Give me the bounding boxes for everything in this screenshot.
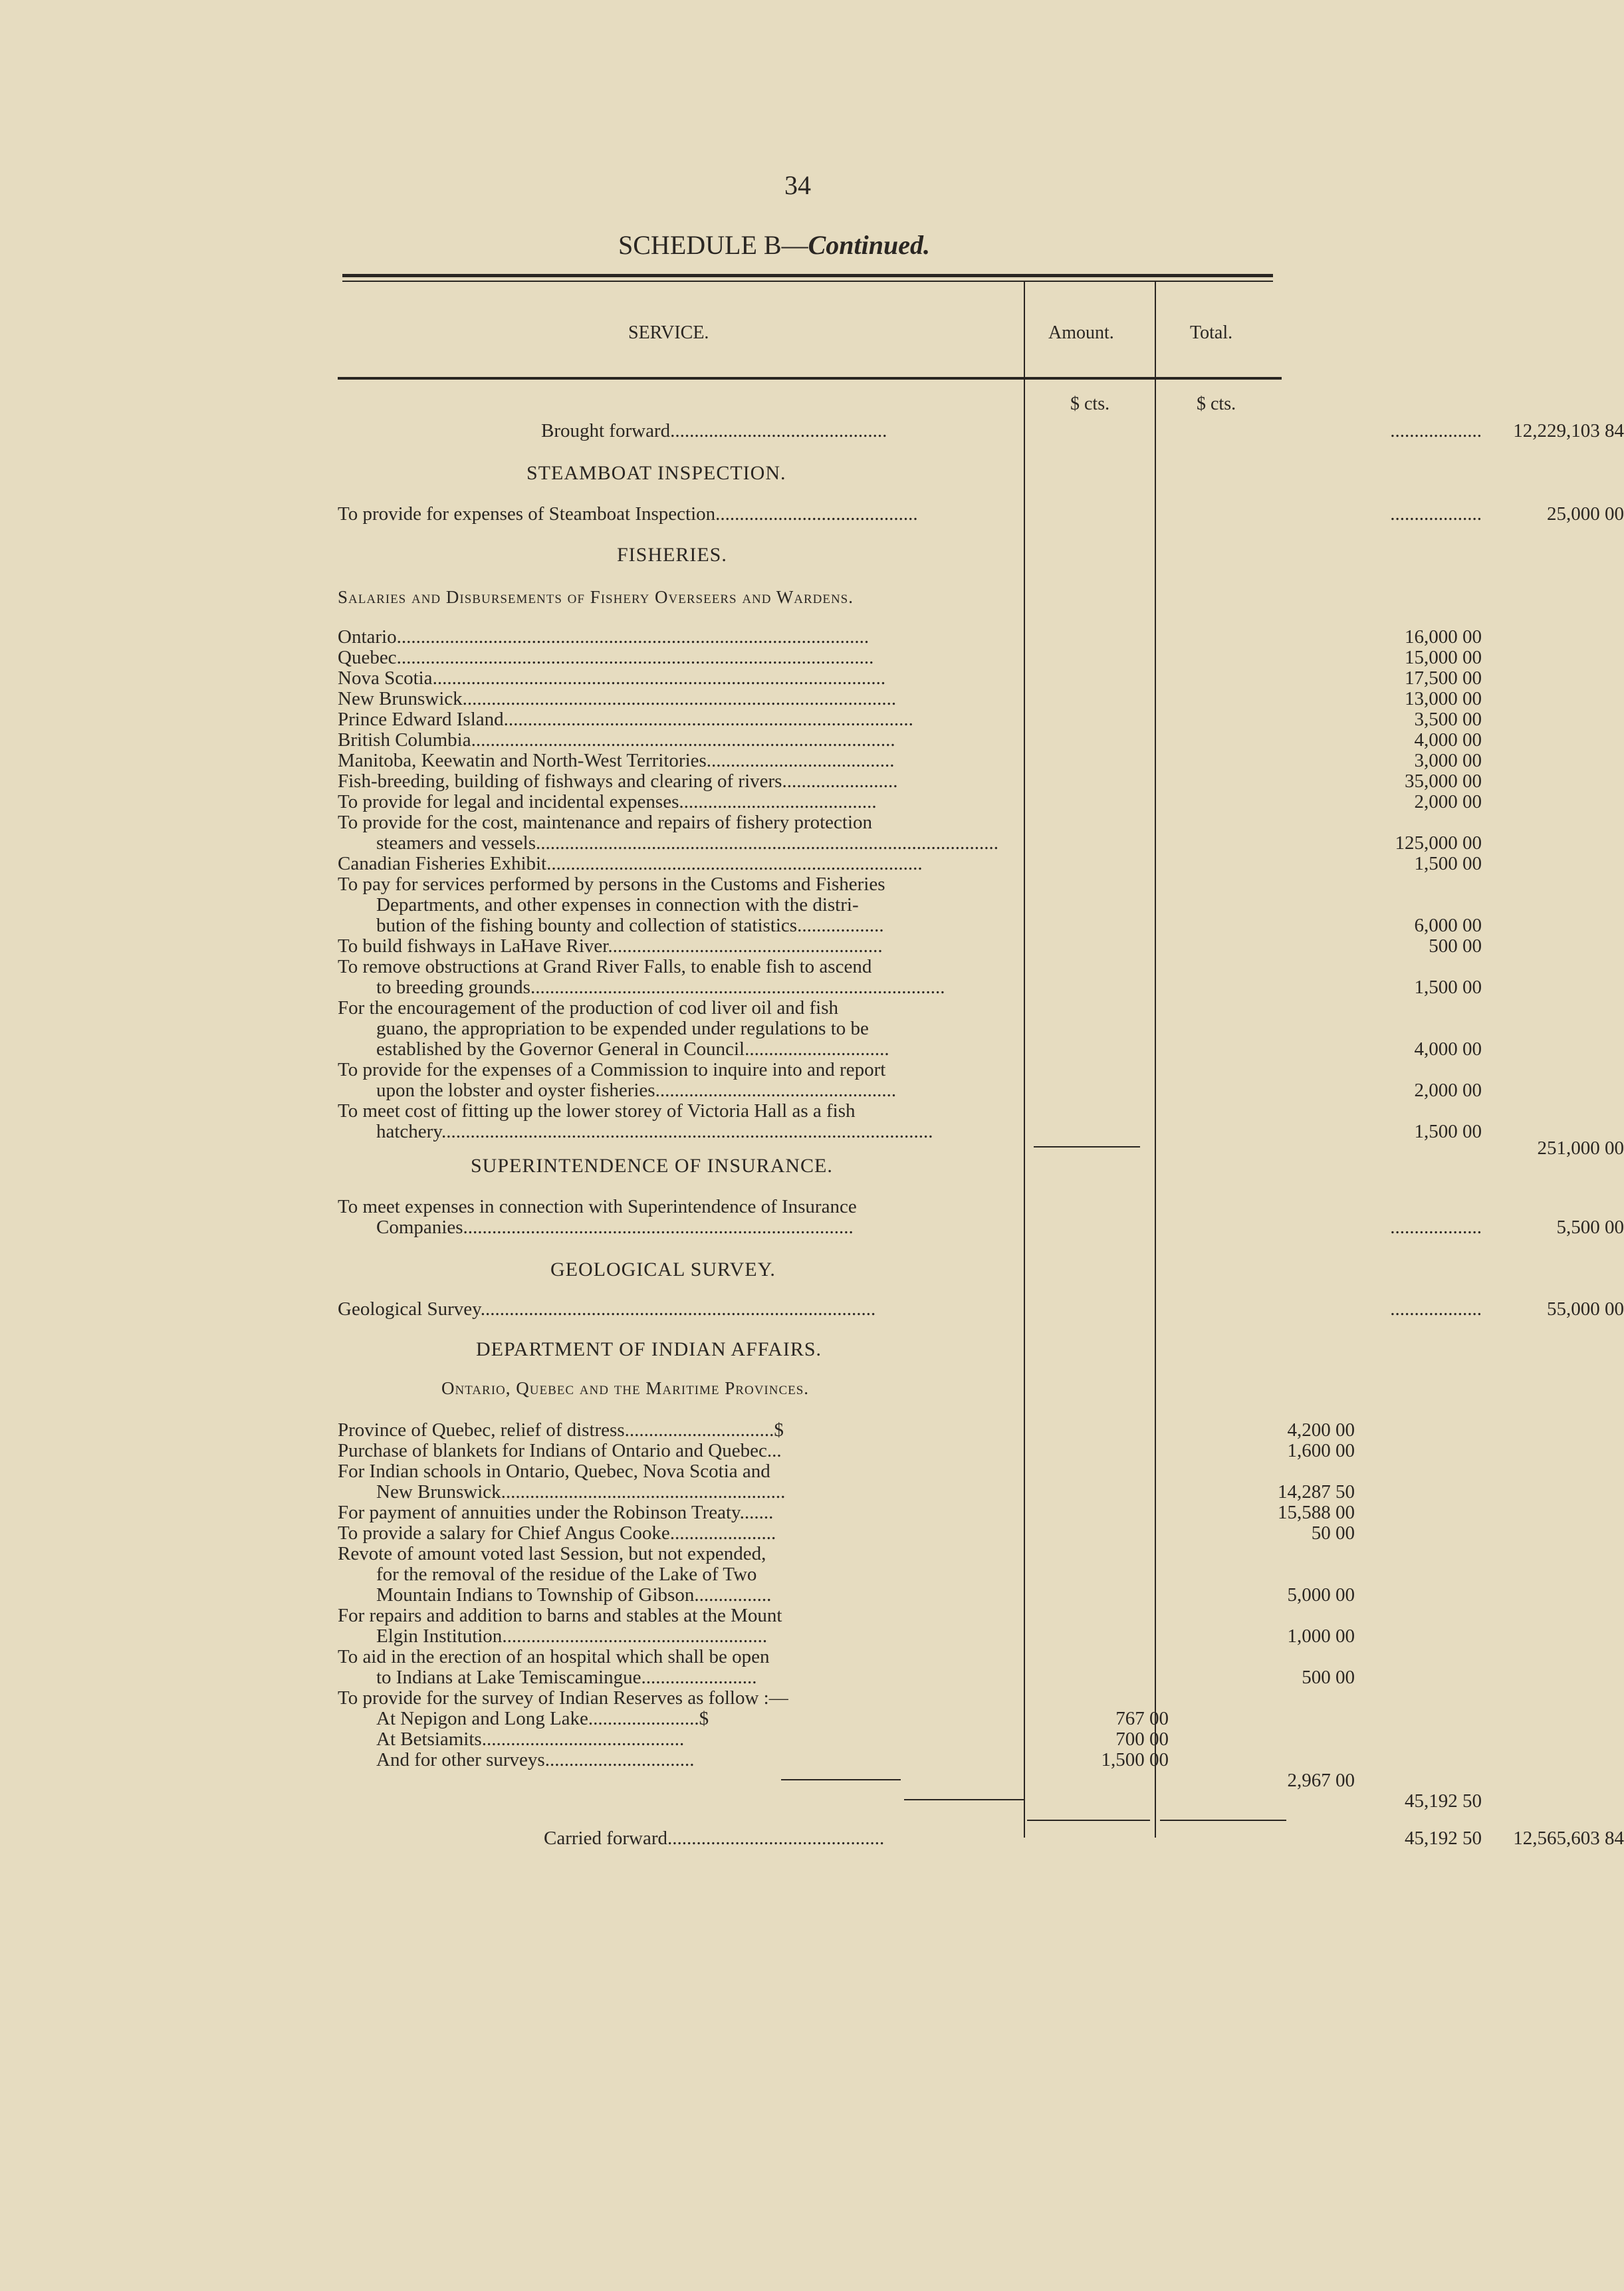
fisheries-label: British Columbia	[338, 729, 471, 751]
fisheries-label: To provide for legal and incidental expenses	[338, 791, 679, 812]
fisheries-sum-rule	[1034, 1146, 1140, 1147]
survey-label: To provide for the survey of Indian Reserves as follow :—	[338, 1687, 788, 1709]
fisheries-label: Quebec	[338, 647, 397, 668]
fisheries-label: to breeding grounds	[376, 977, 530, 998]
col-header-service: SERVICE.	[628, 322, 709, 343]
fisheries-label: To pay for services performed by persons in the Customs and Fisheries	[338, 874, 885, 895]
indian-label: To aid in the erection of an hospital which shall be open	[338, 1646, 770, 1667]
brought-forward-dots: ...................	[1390, 420, 1482, 441]
fisheries-subheading: Salaries and Disbursements of Fishery Overseers and Wardens.	[338, 587, 854, 607]
page-number: 34	[784, 170, 811, 200]
fisheries-amount: 1,500 00	[1414, 977, 1482, 998]
indian-label: Province of Quebec, relief of distress	[338, 1419, 625, 1441]
indian-label: For Indian schools in Ontario, Quebec, Nova Scotia and	[338, 1461, 770, 1482]
indian-inner-amount: 15,588 00	[1278, 1502, 1355, 1523]
header-rule	[338, 377, 1282, 380]
insurance-heading: SUPERINTENDENCE OF INSURANCE.	[471, 1155, 833, 1177]
brought-forward-label: Brought forward	[541, 420, 671, 441]
indian-label: to Indians at Lake Temiscamingue	[376, 1667, 641, 1688]
fisheries-amount: 15,000 00	[1405, 647, 1482, 668]
indian-inner-amount: 4,200 00	[1287, 1419, 1355, 1441]
insurance-label: To meet expenses in connection with Superintendence of Insurance	[338, 1196, 857, 1217]
survey-item-label: At Nepigon and Long Lake	[376, 1708, 588, 1729]
fisheries-amount: 1,500 00	[1414, 1121, 1482, 1142]
fisheries-amount: 125,000 00	[1395, 832, 1482, 854]
total-units: $ cts.	[1197, 394, 1236, 414]
top-rule-thin	[342, 281, 1273, 282]
fisheries-amount: 4,000 00	[1414, 1038, 1482, 1060]
fisheries-label: To remove obstructions at Grand River Falls, to enable fish to ascend	[338, 956, 872, 977]
indian-label: For payment of annuities under the Robinson Treaty	[338, 1502, 740, 1523]
indian-amount-total: 45,192 50	[1405, 1790, 1482, 1812]
fisheries-label: To build fishways in LaHave River	[338, 935, 608, 957]
col-header-amount: Amount.	[1048, 322, 1114, 343]
fisheries-amount: 500 00	[1429, 935, 1482, 957]
indian-inner-amount: 1,600 00	[1287, 1440, 1355, 1461]
carried-forward-amount: 45,192 50	[1405, 1828, 1482, 1849]
fisheries-amount: 17,500 00	[1405, 667, 1482, 689]
fisheries-amount: 3,000 00	[1414, 750, 1482, 771]
amount-units: $ cts.	[1070, 394, 1110, 414]
fisheries-amount: 16,000 00	[1405, 626, 1482, 648]
fisheries-amount: 6,000 00	[1414, 915, 1482, 936]
fisheries-label: Nova Scotia	[338, 667, 433, 689]
fisheries-label: To provide for the expenses of a Commission to inquire into and report	[338, 1059, 886, 1080]
insurance-total: 5,500 00	[1556, 1217, 1624, 1238]
fisheries-label: Departments, and other expenses in connection with the distri-	[376, 894, 859, 915]
fisheries-label: guano, the appropriation to be expended under regulations to be	[376, 1018, 869, 1039]
fisheries-label: New Brunswick	[338, 688, 463, 709]
survey-item-value: 767 00	[1115, 1708, 1169, 1729]
survey-item-value: 700 00	[1115, 1729, 1169, 1750]
survey-sum-rule	[781, 1779, 901, 1780]
col-header-total: Total.	[1190, 322, 1233, 343]
indian-inner-amount: 50 00	[1311, 1522, 1355, 1544]
fisheries-label: To meet cost of fitting up the lower storey of Victoria Hall as a fish	[338, 1100, 856, 1122]
indian-sum-rule	[904, 1799, 1024, 1800]
steamboat-heading: STEAMBOAT INSPECTION.	[526, 462, 786, 484]
fisheries-label: established by the Governor General in Council	[376, 1038, 745, 1060]
indian-inner-amount: 14,287 50	[1278, 1481, 1355, 1503]
indian-inner-amount: 5,000 00	[1287, 1584, 1355, 1606]
fisheries-amount: 35,000 00	[1405, 771, 1482, 792]
survey-item-label: At Betsiamits	[376, 1729, 482, 1750]
indian-label: for the removal of the residue of the Lake of Two	[376, 1564, 757, 1585]
indian-label: To provide a salary for Chief Angus Cooke	[338, 1522, 670, 1544]
fisheries-amount: 2,000 00	[1414, 791, 1482, 812]
steamboat-label: To provide for expenses of Steamboat Inspection	[338, 503, 716, 525]
survey-item-value: 1,500 00	[1101, 1749, 1169, 1770]
title-main: SCHEDULE B—	[618, 230, 808, 260]
indian-heading: DEPARTMENT OF INDIAN AFFAIRS.	[476, 1338, 822, 1360]
page-title	[618, 229, 930, 261]
fisheries-label: bution of the fishing bounty and collection of statistics	[376, 915, 798, 936]
carried-forward-label: Carried forward	[544, 1828, 667, 1849]
indian-label: For repairs and addition to barns and stables at the Mount	[338, 1605, 782, 1626]
fisheries-label: Fish-breeding, building of fishways and clearing of rivers	[338, 771, 782, 792]
fisheries-label: Ontario	[338, 626, 397, 648]
fisheries-label: Manitoba, Keewatin and North-West Territories	[338, 750, 707, 771]
fisheries-amount: 4,000 00	[1414, 729, 1482, 751]
fisheries-amount: 3,500 00	[1414, 709, 1482, 730]
fisheries-label: Canadian Fisheries Exhibit	[338, 853, 547, 874]
geological-heading: GEOLOGICAL SURVEY.	[550, 1259, 776, 1280]
top-rule	[342, 274, 1273, 277]
col-divider-2	[1155, 282, 1156, 1838]
indian-label: Revote of amount voted last Session, but not expended,	[338, 1543, 766, 1564]
carried-forward-total: 12,565,603 84	[1513, 1828, 1624, 1849]
indian-label: Purchase of blankets for Indians of Ontario and Quebec...	[338, 1440, 782, 1461]
indian-label: New Brunswick	[376, 1481, 501, 1503]
col-divider-1	[1024, 282, 1025, 1838]
indian-inner-amount: 1,000 00	[1287, 1626, 1355, 1647]
geological-label: Geological Survey	[338, 1298, 481, 1320]
fisheries-label: For the encouragement of the production of cod liver oil and fish	[338, 997, 838, 1019]
fisheries-amount: 1,500 00	[1414, 853, 1482, 874]
fisheries-total: 251,000 00	[1537, 1138, 1624, 1159]
fisheries-label: steamers and vessels	[376, 832, 536, 854]
indian-subheading: Ontario, Quebec and the Maritime Provinces.	[441, 1378, 810, 1398]
fisheries-label: hatchery	[376, 1121, 441, 1142]
survey-item-label: And for other surveys	[376, 1749, 545, 1770]
indian-label: Mountain Indians to Township of Gibson	[376, 1584, 695, 1606]
brought-forward-total: 12,229,103 84	[1513, 420, 1624, 441]
carried-rule-amount	[1027, 1820, 1150, 1821]
title-continued: Continued.	[808, 230, 930, 260]
fisheries-amount: 13,000 00	[1405, 688, 1482, 709]
geological-total: 55,000 00	[1547, 1298, 1624, 1320]
indian-inner-amount: 500 00	[1302, 1667, 1355, 1688]
steamboat-total: 25,000 00	[1547, 503, 1624, 525]
fisheries-label: Prince Edward Island	[338, 709, 504, 730]
fisheries-amount: 2,000 00	[1414, 1080, 1482, 1101]
fisheries-label: To provide for the cost, maintenance and repairs of fishery protection	[338, 812, 873, 833]
fisheries-heading: FISHERIES.	[617, 544, 727, 566]
insurance-label: Companies	[376, 1217, 463, 1238]
fisheries-label: upon the lobster and oyster fisheries	[376, 1080, 655, 1101]
indian-label: Elgin Institution	[376, 1626, 503, 1647]
carried-rule-total	[1160, 1820, 1286, 1821]
survey-inner-total: 2,967 00	[1287, 1770, 1355, 1791]
